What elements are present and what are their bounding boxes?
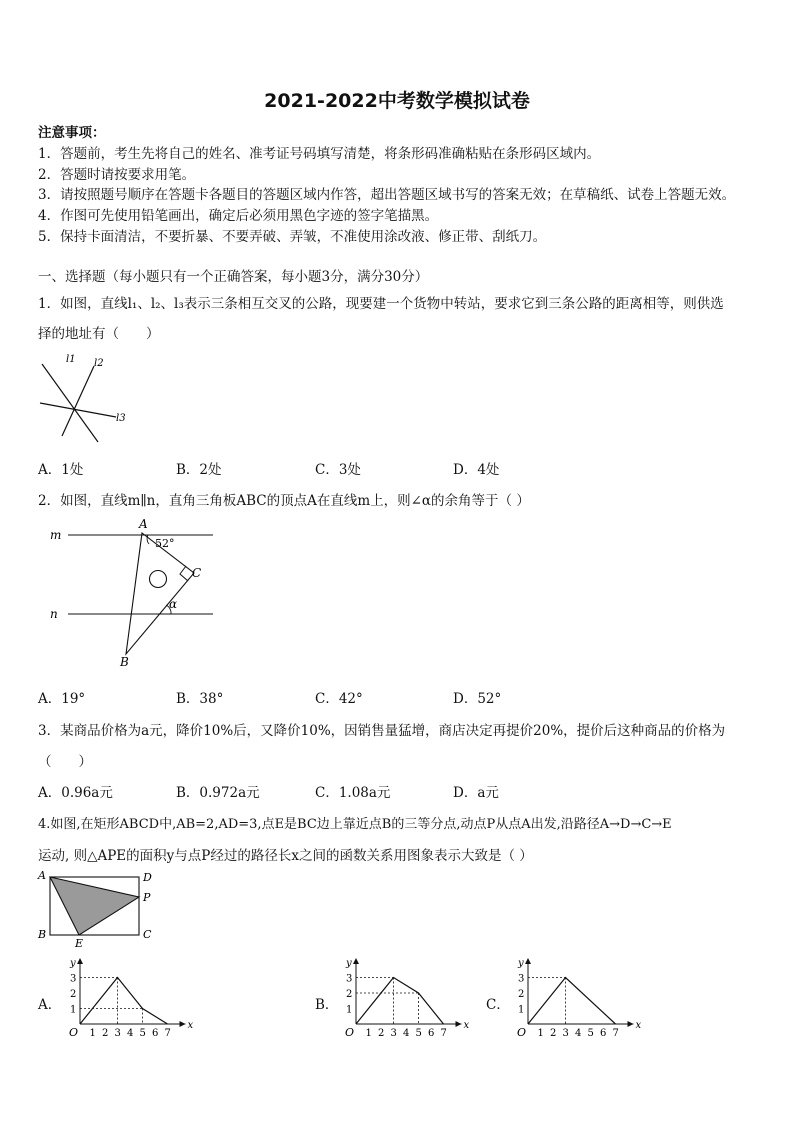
x-tick-label: 7 (164, 1028, 171, 1039)
origin-label: O (517, 1026, 527, 1039)
x-tick-label: 5 (139, 1028, 146, 1039)
y-tick-label: 2 (346, 989, 353, 1000)
option-a[interactable]: A．1处 (38, 462, 84, 478)
y-axis-arrow (525, 958, 531, 964)
y-tick-label: 1 (518, 1004, 525, 1016)
x-tick-label: 2 (550, 1028, 557, 1039)
triangle-hole (150, 571, 167, 588)
option-b[interactable]: B．0.972a元 (176, 785, 260, 801)
y-tick-label: 3 (518, 973, 525, 985)
label-l3: l3 (116, 413, 126, 424)
notice-item: 2．答题时请按要求用笔。 (38, 167, 196, 183)
x-tick-label: 5 (415, 1028, 422, 1039)
triangle-ape (50, 877, 139, 935)
label-alpha: α (169, 597, 178, 611)
notice-item: 4．作图可先使用铅笔画出，确定后必须用黑色字迹的签字笔描黑。 (38, 208, 439, 224)
notice-item: 3．请按照题号顺序在答题卡各题目的答题区域内作答，超出答题区域书写的答案无效；在草稿纸、试卷上答题无效。 (38, 187, 736, 203)
x-tick-label: 4 (403, 1028, 410, 1039)
option-c[interactable]: C．1.08a元 (315, 785, 391, 801)
x-tick-label: 3 (114, 1028, 121, 1039)
question-4-stem: 运动, 则△APE的面积y与点P经过的路径长x之间的函数关系用图象表示大致是（ ） (38, 848, 533, 864)
label-52-deg: 52° (155, 537, 175, 550)
question-1-stem: 择的地址有（ ） (38, 326, 160, 342)
label-p: P (143, 891, 151, 904)
series-line (528, 978, 616, 1025)
y-axis-label: y (518, 958, 524, 969)
y-tick-label: 2 (518, 989, 525, 1000)
x-tick-label: 4 (575, 1028, 582, 1039)
notice-heading: 注意事项： (38, 125, 106, 141)
graph-option-c (510, 956, 640, 1044)
origin-label: O (69, 1026, 79, 1039)
origin-label: O (345, 1026, 355, 1039)
label-l1: l1 (66, 354, 76, 365)
question-1-stem: 1．如图，直线l₁、l₂、l₃表示三条相互交叉的公路，现要建一个货物中转站，要求它到三条公路的距离相等，则供选 (38, 296, 724, 312)
label-m: m (50, 528, 62, 542)
x-tick-label: 5 (587, 1028, 594, 1039)
notice-item: 1．答题前，考生先将自己的姓名、准考证号码填写清楚，将条形码准确粘贴在条形码区域内。 (38, 146, 601, 162)
label-a: A (139, 517, 148, 531)
option-c[interactable]: C．42° (315, 691, 363, 707)
option-d[interactable]: D．52° (453, 691, 502, 707)
option-d[interactable]: D．a元 (453, 785, 499, 801)
y-axis-label: y (70, 958, 76, 969)
x-tick-label: 1 (89, 1028, 96, 1039)
series-line (80, 978, 168, 1025)
section-heading: 一、选择题（每小题只有一个正确答案，每小题3分，满分30分） (38, 269, 429, 285)
question-4-stem: 4.如图,在矩形ABCD中,AB=2,AD=3,点E是BC边上靠近点B的三等分点,动点P从点A出发,沿路径A→D→C→E (38, 817, 672, 832)
triangle-abc (126, 533, 194, 654)
option-c[interactable]: C． (486, 997, 510, 1013)
x-tick-label: 7 (440, 1028, 447, 1039)
x-tick-label: 6 (152, 1028, 159, 1039)
y-axis-arrow (353, 958, 359, 964)
x-tick-label: 6 (428, 1028, 435, 1039)
option-a[interactable]: A．19° (38, 691, 86, 707)
option-c[interactable]: C．3处 (315, 462, 361, 478)
label-n: n (50, 607, 58, 621)
x-axis-arrow (180, 1021, 186, 1027)
x-tick-label: 3 (390, 1028, 397, 1039)
notice-item: 5．保持卡面清洁，不要折暴、不要弄破、弄皱，不准使用涂改液、修正带、刮纸刀。 (38, 229, 547, 245)
label-d: D (143, 871, 152, 884)
y-axis-label: y (346, 958, 352, 969)
option-d[interactable]: D．4处 (453, 462, 500, 478)
x-tick-label: 7 (612, 1028, 619, 1039)
x-tick-label: 4 (127, 1028, 134, 1039)
label-b: B (120, 655, 129, 669)
graph-option-b (338, 956, 468, 1044)
option-a[interactable]: A．0.96a元 (38, 785, 113, 801)
x-tick-label: 2 (102, 1028, 109, 1039)
x-axis-label: x (635, 1020, 642, 1031)
x-tick-label: 6 (600, 1028, 607, 1039)
question-3-stem: 3．某商品价格为a元，降价10%后，又降价10%，因销售量猛增，商店决定再提价20%，提价后这种商品的价格为 (38, 723, 726, 739)
label-c: C (143, 928, 152, 941)
x-tick-label: 3 (562, 1028, 569, 1039)
label-b: B (38, 928, 47, 941)
line-l2 (62, 366, 94, 436)
option-b[interactable]: B．2处 (176, 462, 222, 478)
x-axis-arrow (456, 1021, 462, 1027)
label-a: A (38, 869, 46, 882)
y-tick-label: 1 (70, 1004, 77, 1016)
option-a[interactable]: A． (38, 997, 62, 1013)
question-2-stem: 2．如图，直线m∥n，直角三角板ABC的顶点A在直线m上，则∠α的余角等于（ ） (38, 493, 530, 509)
label-l2: l2 (94, 358, 104, 369)
question-2-figure (48, 514, 228, 674)
label-e: E (75, 937, 84, 950)
right-angle-mark (180, 566, 188, 581)
option-b[interactable]: B． (315, 997, 339, 1013)
angle-arc-52 (147, 535, 149, 544)
question-1-figure (36, 350, 136, 445)
y-tick-label: 3 (346, 973, 353, 985)
x-axis-label: x (463, 1020, 470, 1031)
question-3-stem: （ ） (38, 754, 92, 770)
label-c: C (192, 566, 202, 580)
y-axis-arrow (77, 958, 83, 964)
option-b[interactable]: B．38° (176, 691, 224, 707)
x-tick-label: 1 (365, 1028, 372, 1039)
page-title: 2021-2022中考数学模拟试卷 (264, 90, 530, 112)
question-4-figure (36, 868, 166, 950)
series-line (356, 978, 444, 1025)
x-axis-label: x (187, 1020, 194, 1031)
x-axis-arrow (628, 1021, 634, 1027)
x-tick-label: 2 (378, 1028, 385, 1039)
graph-option-a (62, 956, 192, 1044)
y-tick-label: 1 (346, 1004, 353, 1016)
y-tick-label: 3 (70, 973, 77, 985)
y-tick-label: 2 (70, 989, 77, 1000)
x-tick-label: 1 (537, 1028, 544, 1039)
